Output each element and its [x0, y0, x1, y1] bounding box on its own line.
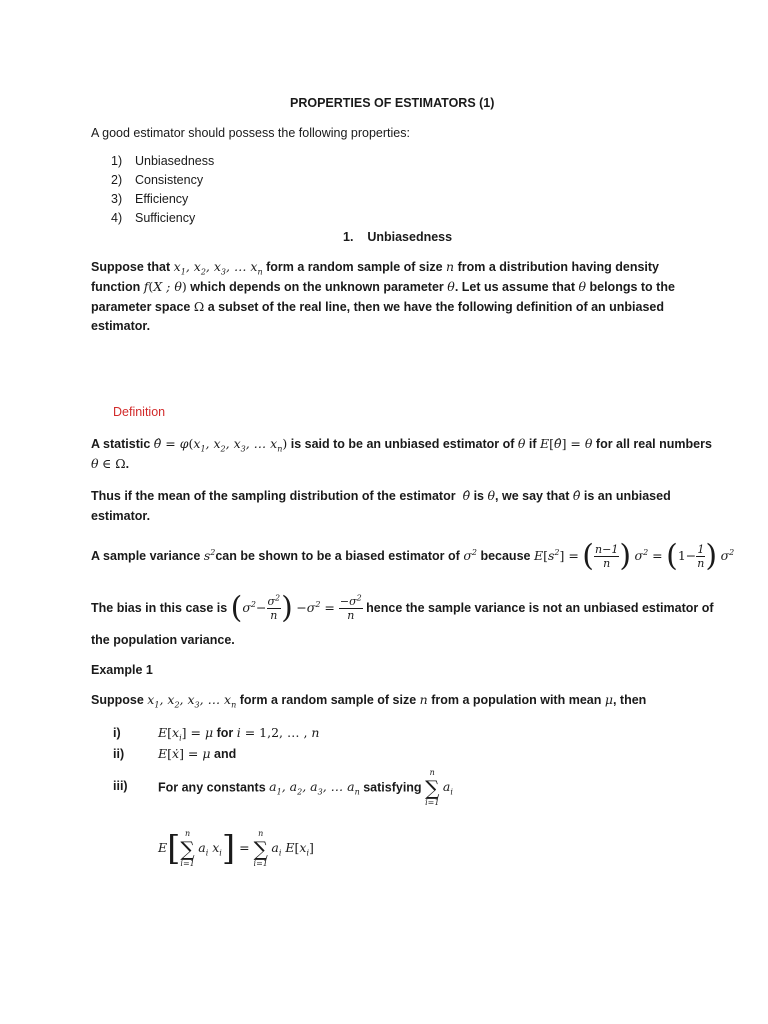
list-item: 3) Efficiency	[111, 192, 189, 206]
example-text: Suppose $x_1$, $x_2$, $x_3$, … $x_n$ form a random sample of size n from a population with mean μ, then	[91, 692, 647, 710]
document-page: PROPERTIES OF ESTIMATORS (1) A good estimator should possess the following properties: 1) Unbiasedness 2) Consistency 3) Efficiency 4) Sufficiency 1. Unbiasedness Suppose that $x_1$, $x_2$, $x_3$, … $x_n$ form a random sample of size n from a distribution having density function f(X ; θ) which depends on the unknown parameter θ. Let us assume that θ belongs to the parameter space Ω a subset of the real line, then we have the following definition of an unbiased estimator. Definition A statistic θ̂ = $\varphi(x_1$, $x_2$, $x_3$, … $x_n$) is said to be an unbiased estimator of θ if E[θ̂] = θ for all real numbers θ ∈ Ω. Thus if the mean of the sampling distribution of the estimator θ̂ is θ, we say that θ̂ is an unbiased estimator. A sample variance $s^2can$ be shown to be a biased estimator of $\sigma^2$ because $E[s^2]$ = ( $\frac{n-1}{n}$ ) $\sigma^2 = (1-$ $\frac{1}{n}$ ) $\sigma^2$ The bias in this case is ($\sigma^2-$ $\frac{\sigma^2}{n}$ ) $-\sigma^2$ = $\frac{-\sigma^2}{n}$ hence the sample variance is not an unbiased estimator of the population variance. Example 1 Suppose $x_1$, $x_2$, $x_3$, … $x_n$ form a random sample of size n from a population with mean μ, then i) $E[x_i] = \mu$ for i = 1,2, … , n ii) E[ẋ] = μ and iii) For any constants $a_1$, $a_2$, $a_3$, … $a_n$ satisfying n ∑ i=1 $a_i$ E[ n ∑ i=1 $a_i$ $x_i$] = n ∑ i=1 $a_i$ $E[x_i]$	[0, 0, 768, 1024]
page-title: PROPERTIES OF ESTIMATORS (1)	[290, 96, 495, 110]
list-item: 2) Consistency	[111, 173, 204, 187]
item-ii: ii) E[ẋ] = μ and	[113, 746, 237, 761]
item-i: i) $E[x_i] = \mu$ for i = 1,2, … , n	[113, 725, 320, 743]
intro-text: A good estimator should possess the following properties:	[91, 126, 410, 140]
bias-line: The bias in this case is ($\sigma^2-$ $\frac{\sigma^2}{n}$ ) $-\sigma^2$ = $\frac{-\sigma^2}{n}$ hence the sample variance is not an unbiased estimator of	[91, 590, 714, 626]
item-iii: iii) For any constants $a_1$, $a_2$, $a_3$, … $a_n$ satisfying n ∑ i=1 $a_i$	[113, 768, 453, 807]
summation-formula: E[ n ∑ i=1 $a_i$ $x_i$] = n ∑ i=1 $a_i$ $E[x_i]$	[158, 828, 314, 869]
list-item: 4) Sufficiency	[111, 211, 196, 225]
list-item: 1) Unbiasedness	[111, 154, 215, 168]
example-heading: Example 1	[91, 663, 153, 677]
sample-variance-line: A sample variance $s^2can$ be shown to be a biased estimator of $\sigma^2$ because $E[s^2]$ = ( $\frac{n-1}{n}$ ) $\sigma^2 = (1-$ $\frac{1}{n}$ ) $\sigma^2$	[91, 538, 735, 574]
bias-line-2: the population variance.	[91, 633, 235, 647]
section-heading: 1. Unbiasedness	[343, 230, 453, 244]
definition-label: Definition	[113, 405, 166, 419]
